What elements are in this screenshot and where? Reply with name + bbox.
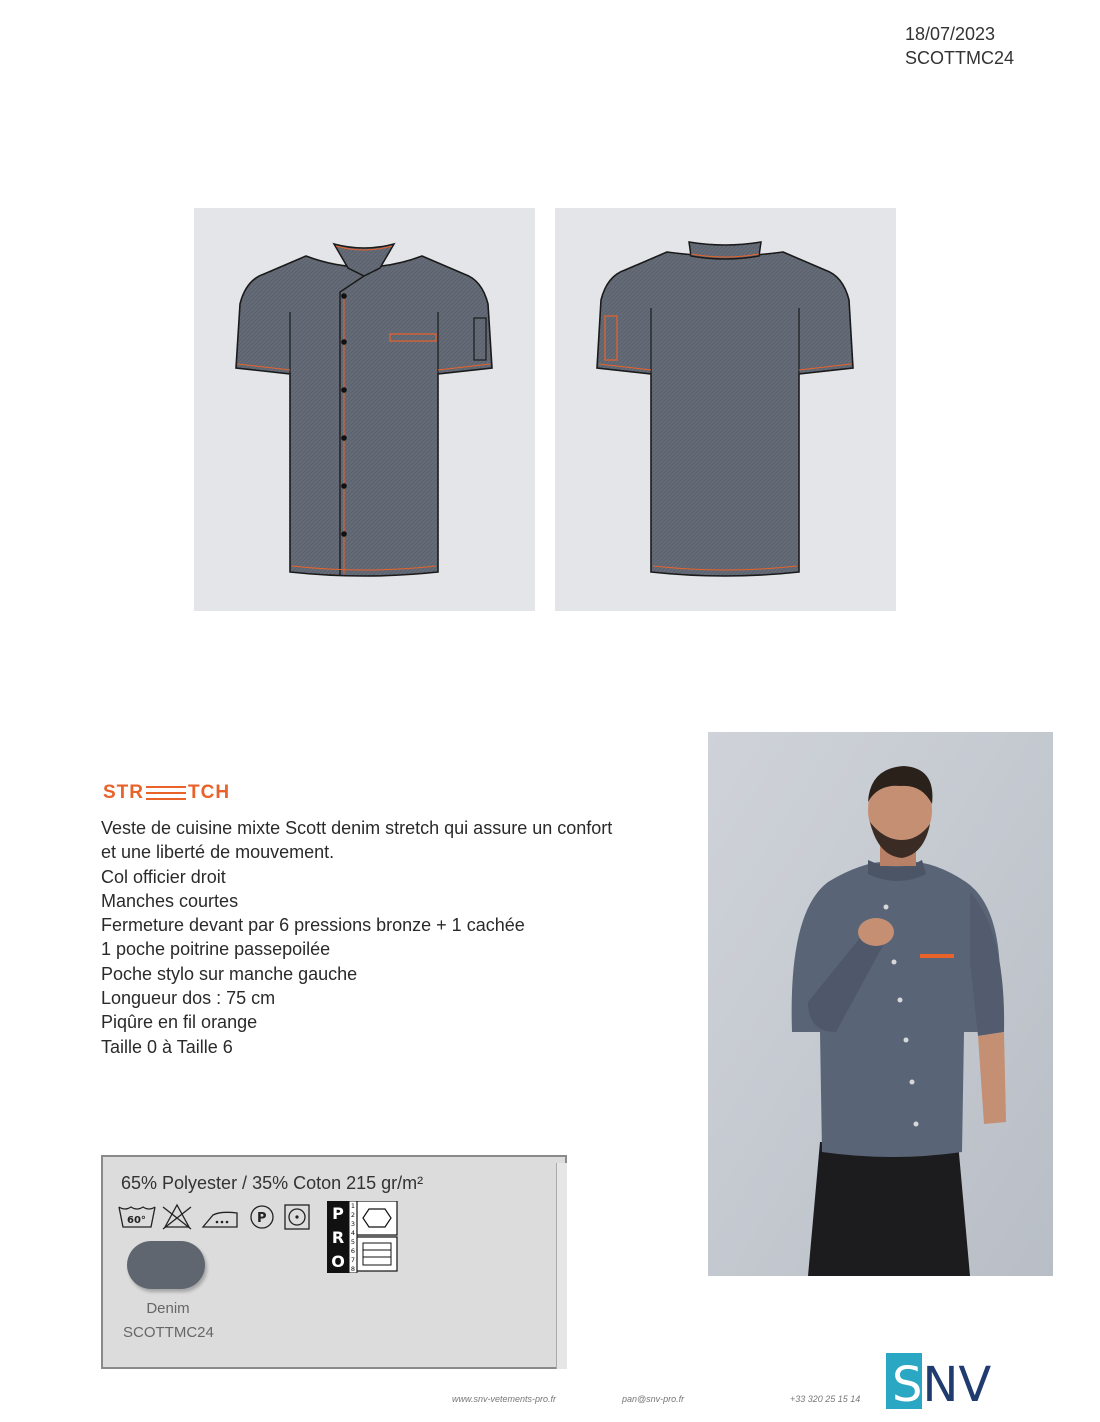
stretch-logo-left: STR — [103, 782, 144, 803]
stretch-bars-icon — [146, 786, 186, 800]
svg-text:4: 4 — [350, 1229, 356, 1237]
color-reference: SCOTTMC24 — [123, 1324, 214, 1341]
description-line: Col officier droit — [101, 866, 226, 887]
snv-logo — [886, 1353, 1026, 1409]
svg-text:8: 8 — [350, 1265, 356, 1273]
model-photo-svg — [708, 732, 1053, 1276]
wash-60-icon — [119, 1207, 155, 1227]
header-meta — [905, 22, 1014, 70]
svg-text:P: P — [257, 1211, 267, 1226]
description-line: Manches courtes — [101, 890, 239, 911]
svg-text:60°: 60° — [127, 1215, 146, 1226]
care-icons — [117, 1201, 327, 1231]
description-line: Piqûre en fil orange — [101, 1012, 258, 1033]
description-line: Fermeture devant par 6 pressions bronze + 1 cachée — [101, 915, 525, 936]
svg-text:1: 1 — [350, 1202, 356, 1210]
svg-text:O: O — [331, 1252, 345, 1271]
color-swatch-label — [123, 1297, 213, 1345]
svg-text:SNV: SNV — [892, 1357, 992, 1409]
description-line: Poche stylo sur manche gauche — [101, 963, 358, 984]
document-date: 18/07/2023 — [904, 24, 996, 44]
product-photo — [708, 732, 1053, 1276]
iron-icon — [203, 1212, 237, 1227]
stretch-logo-right: TCH — [188, 782, 231, 803]
footer-website[interactable]: www.snv-vetements-pro.fr — [452, 1394, 557, 1404]
svg-text:3: 3 — [350, 1220, 356, 1228]
specification-box — [101, 1155, 567, 1369]
svg-text:P: P — [332, 1204, 344, 1223]
description-line: et une liberté de mouvement. — [101, 842, 335, 863]
color-swatch-denim — [127, 1241, 205, 1289]
footer-email[interactable]: pan@snv-pro.fr — [622, 1394, 685, 1404]
dry-clean-icon — [251, 1206, 273, 1228]
tumble-dry-icon — [285, 1205, 309, 1229]
fabric-composition: 65% Polyester / 35% Coton 215 gr/m² — [121, 1173, 424, 1193]
svg-text:6: 6 — [350, 1247, 356, 1255]
description-line: Taille 0 à Taille 6 — [101, 1036, 233, 1057]
description-line: 1 poche poitrine passepoilée — [101, 939, 331, 960]
front-view-drawing — [194, 208, 535, 611]
svg-text:2: 2 — [350, 1211, 356, 1219]
jacket-back-svg — [555, 208, 896, 611]
footer-phone: +33 320 25 15 14 — [790, 1394, 861, 1404]
stretch-logo — [103, 782, 230, 804]
svg-text:R: R — [331, 1228, 345, 1247]
jacket-front-svg — [194, 208, 535, 611]
back-view-drawing — [555, 208, 896, 611]
description-line: Longueur dos : 75 cm — [101, 988, 276, 1009]
pro-label-icon — [327, 1201, 399, 1273]
svg-text:5: 5 — [350, 1238, 356, 1246]
no-bleach-icon — [163, 1205, 191, 1229]
product-description — [101, 816, 681, 1059]
svg-text:7: 7 — [350, 1256, 356, 1264]
document-reference: SCOTTMC24 — [904, 48, 1014, 68]
description-line: Veste de cuisine mixte Scott denim stretch qui assure un confort — [101, 818, 613, 838]
color-name: Denim — [146, 1300, 190, 1317]
